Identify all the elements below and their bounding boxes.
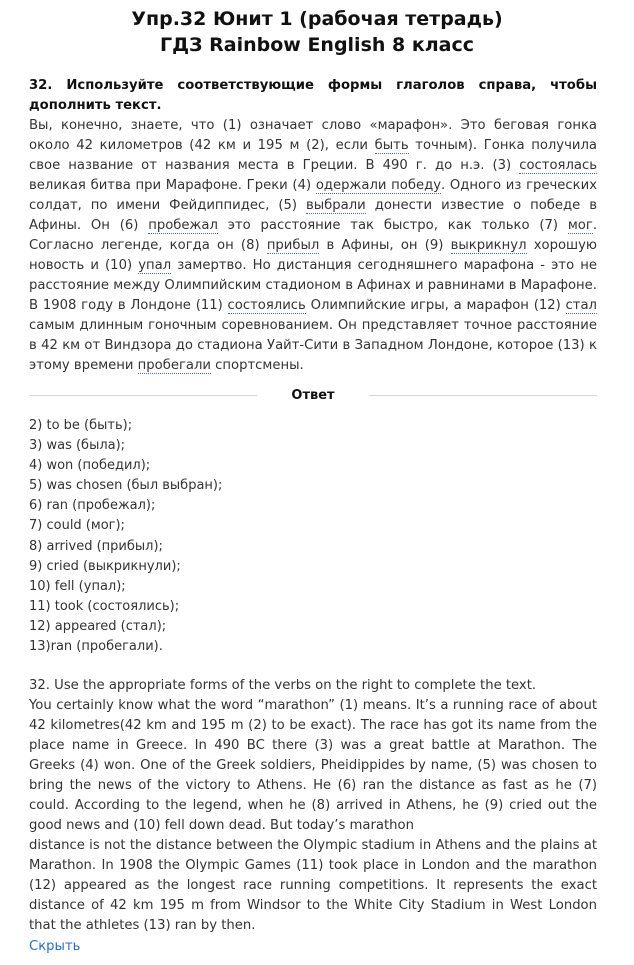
verb-hint[interactable]: одержали победу — [315, 178, 442, 193]
answer-item: 3) was (была); — [29, 438, 126, 454]
verb-hint[interactable]: упал — [138, 258, 172, 273]
task-sentence: Олимпийские игры, а марафон (12) — [305, 298, 566, 313]
answer-item: 12) appeared (стал); — [29, 618, 167, 634]
hide-link[interactable]: Скрыть — [29, 939, 81, 954]
task-sentence: донести известие о победе в Афины. Он (6) — [29, 198, 597, 233]
answer-divider — [29, 386, 597, 406]
page-title: Упр.32 Юнит 1 (рабочая тетрадь) — [131, 8, 503, 30]
answer-item: 2) to be (быть); — [29, 418, 133, 433]
task-sentence: в Афины, он (9) — [319, 238, 451, 253]
answer-item: 13)ran (пробегали). — [29, 639, 163, 655]
answer-item: 8) arrived (прибыл); — [29, 538, 163, 554]
verb-hint[interactable]: состоялись — [227, 298, 306, 313]
verb-hint[interactable]: прибыл — [266, 238, 320, 253]
task-sentence: . Согласно легенде, когда он (8) — [29, 218, 598, 253]
divider-line — [369, 395, 597, 396]
verb-hint[interactable]: мог — [567, 218, 593, 233]
answer-list — [29, 416, 222, 657]
task-sentence: спортсмены. — [210, 358, 304, 373]
translation-paragraph: distance is not the distance between the Olympic stadium in Athens and the plains at Marathon. In 1908 the Olympic Games (11) took place in London and the marathon (12) appeared as the longest race running competitions. It represents the exact distance of 42 km 195 m from Windsor to the White City Stadium in West London that the athletes (13) ran by then. — [29, 838, 597, 933]
translation-paragraph: You certainly know what the word “marathon” (1) means. It’s a running race of about 42 kilometres(42 km and 195 m (2) to be exact). The race has got its name from the place name in Greece. In 490 BC there (3) was a great battle at Marathon. The Greeks (4) won. One of the Greek soldiers, Pheidippides by name, (5) was chosen to bring the news of the victory to Athens. He (6) ran the distance as fast as he (7) could. According to the legend, when he (8) arrived in Athens, he (9) cried out the good news and (10) fell down dead. But today’s marathon — [29, 698, 597, 833]
verb-hint[interactable]: стал — [565, 298, 597, 313]
verb-hint[interactable]: выбрали — [305, 198, 366, 213]
answer-item: 7) could (мог); — [29, 518, 125, 534]
verb-hint[interactable]: выкрикнул — [450, 238, 527, 253]
verb-hint[interactable]: состоялась — [519, 158, 597, 173]
answer-item: 5) was chosen (был выбран); — [29, 478, 223, 494]
answer-item: 6) ran (пробежал); — [29, 498, 156, 514]
answer-item: 4) won (победил); — [29, 458, 151, 474]
task-sentence: Вы, конечно, знаете, что (1) означает слово «марафон». Это беговая гонка около 42 километров (42 км и 195 м (2), если — [29, 118, 597, 153]
answer-heading: Ответ — [291, 388, 335, 403]
task-sentence: хорошую новость и (10) — [29, 238, 597, 273]
verb-hint[interactable]: пробегали — [137, 358, 211, 373]
task-sentence: замертво. Но дистанция сегодняшнего марафона - это не расстояние между Олимпийским стадионом в Афинах и равнинами в Марафоне. В 1908 году в Лондоне (11) — [29, 258, 597, 313]
task-sentence: . Одного из греческих солдат, по имени Фейдиппидес, (5) — [29, 178, 597, 213]
task-sentence: это расстояние так быстро, как только (7) — [217, 218, 568, 233]
task-sentence: великая битва при Марафоне. Греки (4) — [29, 178, 316, 193]
task-text — [29, 76, 597, 376]
translation-text — [29, 676, 597, 936]
verb-hint[interactable]: пробежал — [148, 218, 218, 233]
answer-item: 11) took (состоялись); — [29, 598, 180, 614]
answer-item: 10) fell (упал); — [29, 578, 126, 594]
task-sentence: точным). Гонка получила свое название от названия места в Греции. В 490 г. до н.э. (3) — [29, 138, 597, 173]
task-heading: 32. Используйте соответствующие формы глаголов справа, чтобы дополнить текст. — [29, 78, 597, 113]
answer-item: 9) cried (выкрикнули); — [29, 558, 181, 574]
translation-heading: 32. Use the appropriate forms of the verbs on the right to complete the text. — [29, 678, 537, 693]
verb-hint[interactable]: быть — [374, 138, 409, 153]
task-sentence: самым длинным гоночным соревнованием. Он представляет точное расстояние в 42 км от Виндзора до стадиона Уайт-Сити в Западном Лондоне, которое (13) к этому времени — [29, 318, 597, 373]
page-subtitle: ГДЗ Rainbow English 8 класс — [159, 34, 475, 56]
